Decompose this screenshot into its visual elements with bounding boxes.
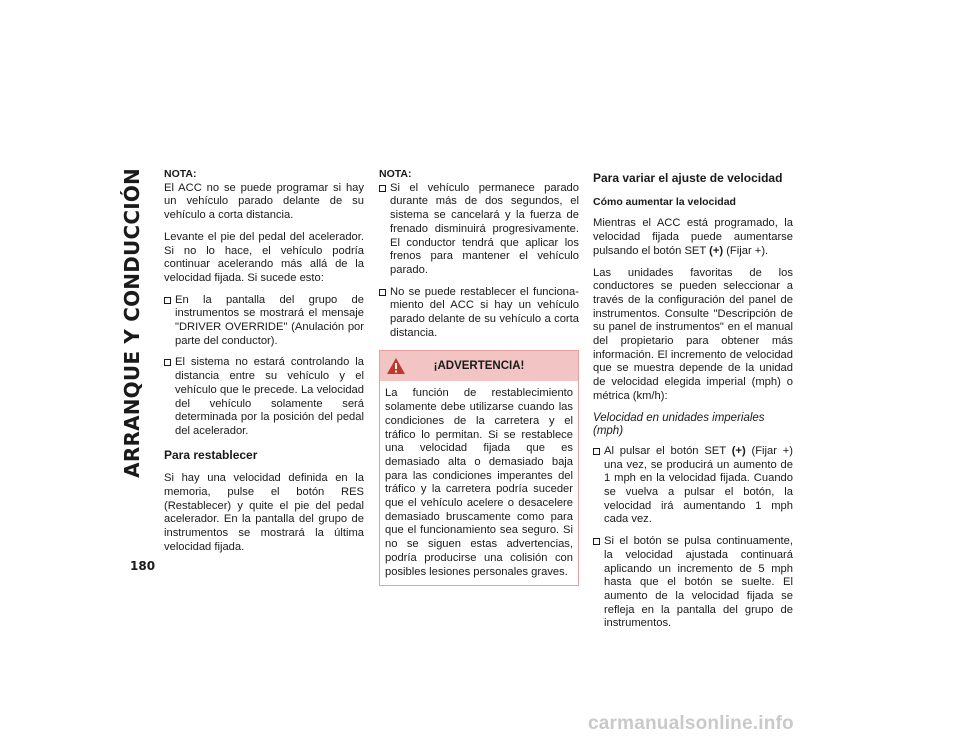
warning-text: La función de restablecimiento solamente debe utilizarse cuando las condiciones de la carretera y el tráfico lo permitan. Si se restablece una velocidad fijada que es demasiado alta o demasiado baja para las condiciones imperantes del tráfico y la carretera podría suceder que el vehículo acelere o desacelere demasiado bruscamente como para que el funcionamiento sea seguro. Si no se siguen estas advertencias, podría producirse una colisión con posibles lesiones personales graves. [385, 387, 573, 578]
list-item: Al pulsar el botón SET (+) (Fijar +) una vez, se producirá un aumento de 1 mph en la velocidad fijada. Cuando se vuelva a pulsar el botón, la velocidad irá aumentando 1 mph cada vez. [593, 445, 793, 527]
square-bullet-icon [593, 538, 600, 545]
bullet-list [164, 294, 364, 439]
warning-triangle-icon [386, 357, 406, 375]
list-item: Si el vehículo permanece parado durante más de dos segundos, el sistema se cancelará y la fuerza de frenado disminuirá progresivamente. El conductor tendrá que aplicar los frenos para mantener el vehículo parado. [379, 182, 579, 278]
page-number: 180 [130, 559, 156, 573]
paragraph: Si hay una velocidad definida en la memoria, pulse el botón RES (Restablecer) y quite el pie del pedal acelerador. En la pantalla del grupo de instrumentos se mostrará la última velocidad fijada. [164, 472, 364, 553]
square-bullet-icon [164, 297, 171, 304]
paragraph: Levante el pie del pedal del acelerador. Si no lo hace, el vehículo podría continuar acelerando más allá de la velocidad fijada. Si sucede esto: [164, 230, 364, 284]
nota-label: NOTA: [379, 168, 412, 180]
nota-label: NOTA: [164, 168, 197, 180]
side-title-text: ARRANQUE Y CONDUCCIÓN [120, 168, 144, 478]
square-bullet-icon [379, 185, 386, 192]
warning-header [380, 351, 578, 381]
paragraph: Las unidades favoritas de los conductores se pueden seleccionar a través de la configuración del panel de instrumentos. Consulte "Descripción de su panel de instrumentos" en el manual del propietario para obtener más información. El incremento de velocidad que se muestra depende de la unidad de velocidad elegida imperial (mph) o métrica (km/h): [593, 266, 793, 402]
list-item: Si el botón se pulsa continuamente, la velocidad ajustada continuará aplicando un incremento de 5 mph hasta que el botón se suelte. El aumento de la velocidad fijada se refleja en la pantalla del grupo de instrumentos. [593, 535, 793, 631]
warning-title: ¡ADVERTENCIA! [433, 359, 525, 372]
list-item: En la pantalla del grupo de instrumentos se mostrará el mensaje "DRIVER OVERRIDE" (Anulación por parte del conductor). [164, 294, 364, 349]
column-3 [593, 168, 793, 639]
subheading: Cómo aumentar la velocidad [593, 195, 736, 208]
italic-subheading: Velocidad en unidades imperiales (mph) [593, 411, 765, 438]
bullet-list [593, 445, 793, 631]
column-1 [164, 168, 364, 563]
paragraph: Mientras el ACC está programado, la velocidad fijada puede aumentarse pulsando el botón SET (+) (Fijar +). [593, 217, 793, 257]
bullet-list [379, 182, 579, 341]
section-heading: Para restablecer [164, 447, 258, 462]
square-bullet-icon [379, 289, 386, 296]
section-heading: Para variar el ajuste de velocidad [593, 171, 783, 185]
column-2 [379, 168, 579, 586]
list-item: No se puede restablecer el funcionamiento del ACC si hay un vehículo parado delante de su vehículo a corta distancia. [379, 286, 579, 341]
square-bullet-icon [593, 448, 600, 455]
square-bullet-icon [164, 359, 171, 366]
watermark: carmanualsonline.info [588, 713, 794, 734]
nota-text: El ACC no se puede programar si hay un vehículo parado delante de su vehículo a corta distancia. [164, 181, 364, 222]
warning-box [379, 350, 579, 586]
list-item: El sistema no estará controlando la distancia entre su vehículo y el vehículo que le precede. La velocidad del vehículo solamente será determinada por la posición del pedal del acelerador. [164, 356, 364, 438]
section-side-title [112, 168, 156, 568]
